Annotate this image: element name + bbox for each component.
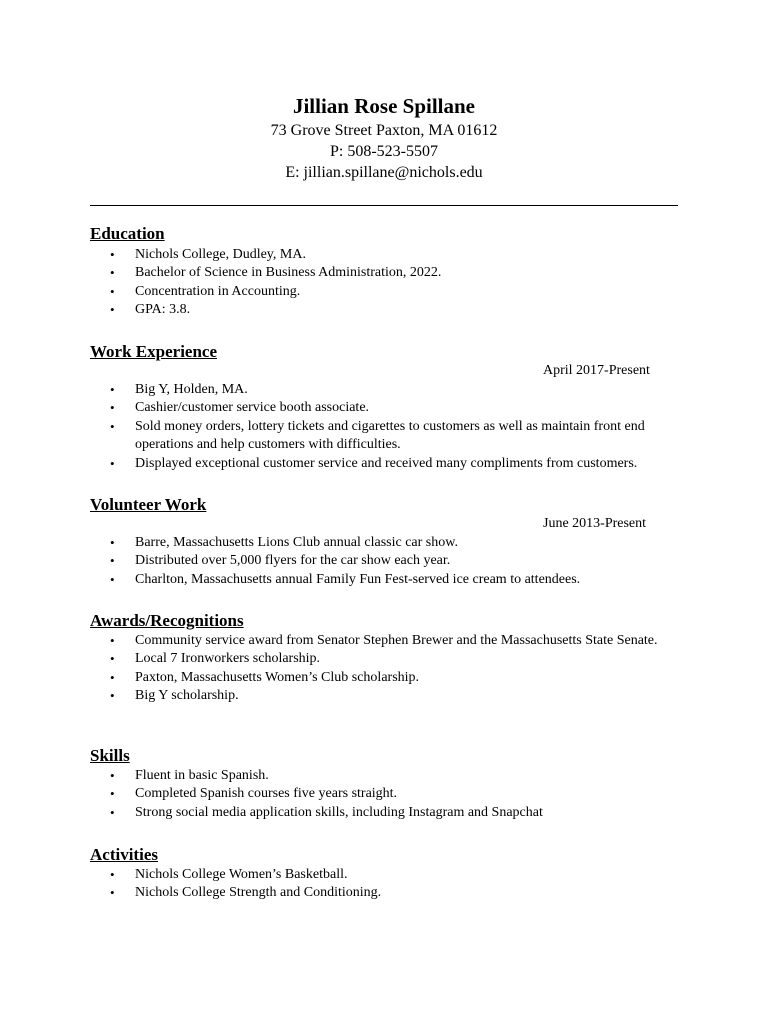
volunteer-work-heading: Volunteer Work	[90, 495, 207, 514]
education-list	[90, 246, 680, 320]
activities-list	[90, 866, 680, 903]
skills-heading: Skills	[90, 746, 130, 765]
bullet-icon: •	[110, 535, 115, 550]
bullet-icon: •	[110, 786, 115, 802]
bullet-icon: •	[110, 302, 115, 318]
bullet-icon: •	[110, 688, 115, 704]
list-item: • Community service award from Senator Stephen Brewer and the Massachusetts State Senate.	[90, 632, 680, 650]
awards-list	[90, 632, 680, 706]
skills-list	[90, 767, 680, 822]
bullet-icon: •	[110, 651, 115, 667]
email-line: E: jillian.spillane@nichols.edu	[285, 164, 483, 181]
list-item: • Nichols College Women’s Basketball.	[90, 866, 680, 884]
list-item: • Completed Spanish courses five years straight.	[90, 785, 680, 803]
bullet-icon: •	[110, 669, 115, 685]
bullet-icon: •	[110, 400, 115, 416]
bullet-icon: •	[110, 804, 115, 820]
awards-heading: Awards/Recognitions	[90, 611, 244, 630]
list-item: • Paxton, Massachusetts Women’s Club scholarship.	[90, 669, 680, 687]
bullet-icon: •	[110, 283, 115, 299]
activities-heading: Activities	[90, 845, 158, 864]
list-item: • Cashier/customer service booth associate.	[90, 399, 680, 417]
list-item: • Bachelor of Science in Business Administration, 2022.	[90, 264, 680, 282]
list-item: • Local 7 Ironworkers scholarship.	[90, 650, 680, 668]
bullet-icon: •	[110, 885, 115, 901]
resume-header	[90, 92, 678, 183]
volunteer-date: June 2013-Present	[543, 516, 647, 531]
list-item: • Displayed exceptional customer service and received many compliments from customers.	[90, 455, 680, 473]
bullet-icon: •	[110, 867, 115, 882]
bullet-icon: •	[110, 247, 115, 262]
candidate-name: Jillian Rose Spillane	[292, 94, 476, 118]
list-item: • Concentration in Accounting.	[90, 283, 680, 301]
bullet-icon: •	[110, 418, 115, 434]
bullet-icon: •	[110, 382, 115, 397]
work-list	[90, 381, 680, 473]
list-item: • Barre, Massachusetts Lions Club annual classic car show.	[90, 534, 680, 552]
bullet-icon: •	[110, 768, 115, 783]
bullet-icon: •	[110, 571, 115, 587]
education-heading: Education	[90, 224, 165, 243]
phone-line: P: 508-523-5507	[330, 143, 438, 160]
list-item: • Charlton, Massachusetts annual Family Fun Fest-served ice cream to attendees.	[90, 571, 680, 589]
volunteer-list	[90, 534, 680, 589]
bullet-icon: •	[110, 553, 115, 569]
work-date: April 2017-Present	[543, 363, 650, 378]
list-item: • Distributed over 5,000 flyers for the car show each year.	[90, 552, 680, 570]
bullet-icon: •	[110, 455, 115, 471]
list-item: • Nichols College, Dudley, MA.	[90, 246, 680, 264]
address-line: 73 Grove Street Paxton, MA 01612	[270, 122, 498, 139]
header-divider	[90, 205, 678, 206]
list-item: • Strong social media application skills, including Instagram and Snapchat	[90, 804, 680, 822]
work-experience-heading: Work Experience	[90, 342, 218, 361]
list-item: • Big Y scholarship.	[90, 687, 680, 705]
bullet-icon: •	[110, 265, 115, 281]
list-item: • GPA: 3.8.	[90, 301, 680, 319]
list-item: • Sold money orders, lottery tickets and cigarettes to customers as well as maintain front end operations and help customers with difficulties.	[110, 418, 645, 453]
list-item: • Big Y, Holden, MA.	[90, 381, 680, 399]
list-item: • Nichols College Strength and Conditioning.	[90, 884, 680, 902]
list-item: • Fluent in basic Spanish.	[90, 767, 680, 785]
bullet-icon: •	[110, 633, 115, 648]
